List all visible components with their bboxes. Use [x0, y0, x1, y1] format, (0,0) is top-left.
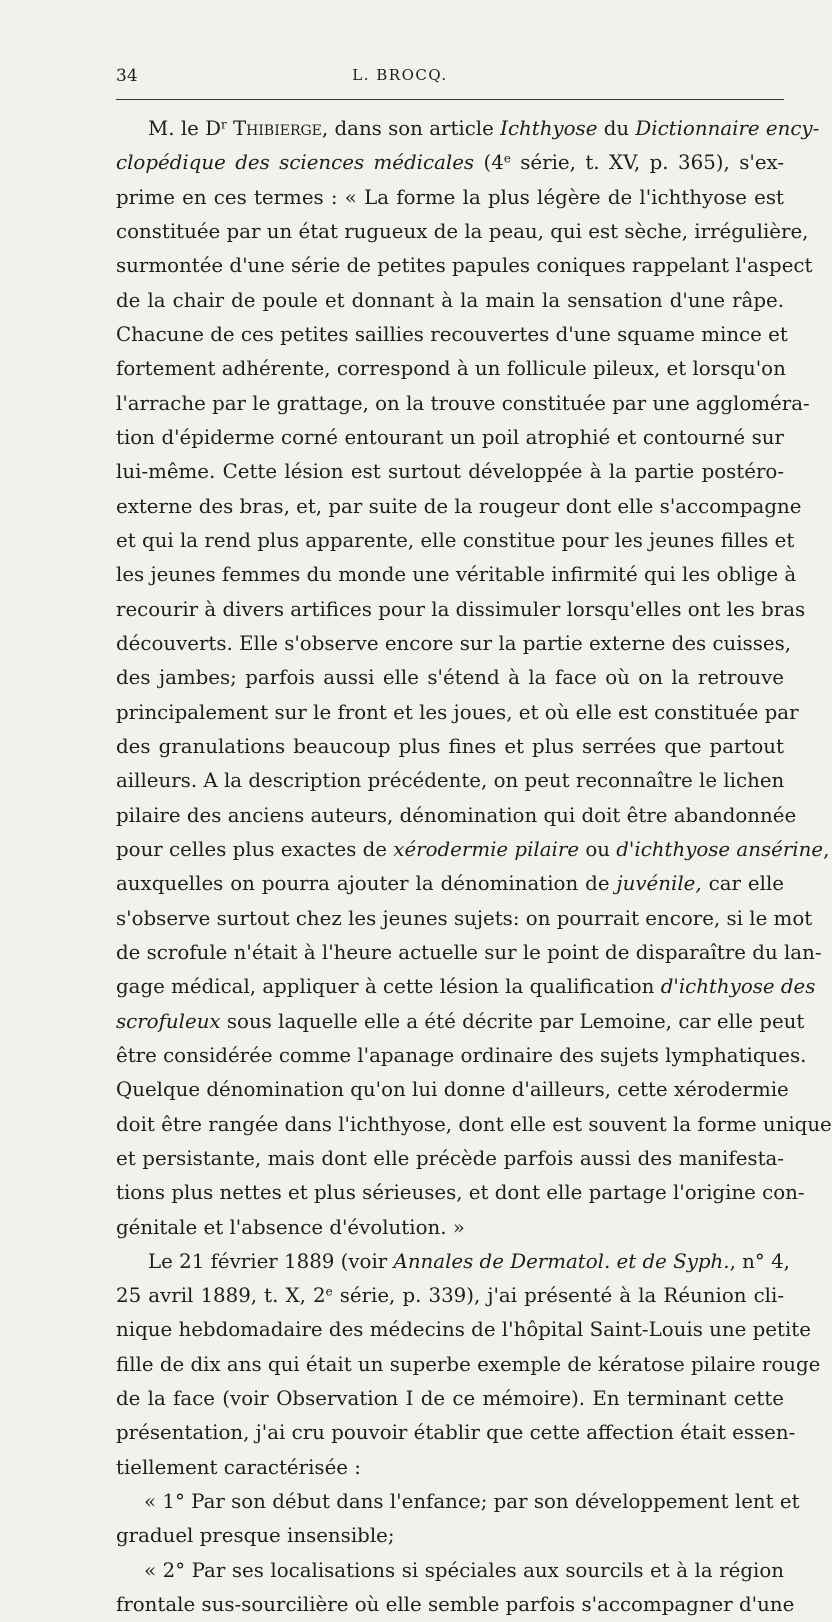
text-run: M. le D	[148, 117, 222, 140]
text-run: doit être rangée dans l'ichthyose, dont elle est souvent la forme unique	[116, 1112, 832, 1136]
text-run: , dans son article	[321, 117, 501, 140]
text-run: gage médical, appliquer à cette lésion la qualification	[116, 975, 661, 999]
text-line	[116, 1382, 784, 1416]
italic-text: Dictionnaire ency-	[635, 117, 820, 140]
text-line	[116, 1416, 796, 1450]
italic-text: xérodermie pilaire	[393, 837, 580, 861]
text-line	[116, 181, 784, 215]
text-run: Chacune de ces petites saillies recouvertes d'une squame mince et	[116, 322, 788, 346]
text-run: l'arrache par le grattage, on la trouve constituée par une aggloméra-	[116, 391, 810, 415]
text-line	[116, 1279, 784, 1313]
text-run: « 1° Par son début dans l'enfance; par son développement lent et	[144, 1490, 800, 1514]
text-line	[116, 902, 813, 936]
text-line	[116, 455, 784, 489]
text-run: de scrofule n'était à l'heure actuelle sur le point de disparaître du lan-	[116, 940, 822, 964]
text-line	[116, 1485, 800, 1519]
text-line	[116, 352, 784, 386]
superscript: e	[503, 151, 511, 166]
text-line	[116, 696, 799, 730]
text-line	[116, 1588, 795, 1622]
text-line	[116, 764, 784, 798]
superscript: r	[221, 117, 227, 132]
text-run: surmontée d'une série de petites papules coniques rappelant l'aspect	[116, 254, 813, 278]
header-rule	[116, 99, 784, 100]
text-run: de la face (voir Observation I de ce mémoire). En terminant cette	[116, 1387, 784, 1411]
text-line	[116, 112, 820, 146]
text-line	[116, 421, 784, 455]
text-line	[116, 799, 797, 833]
italic-text: clopédique des sciences médicales	[116, 151, 475, 175]
text-run: génitale et l'absence d'évolution. »	[116, 1215, 465, 1239]
text-line	[116, 1348, 821, 1382]
text-run: tion d'épiderme corné entourant un poil atrophié et contourné sur	[116, 425, 784, 449]
text-run: tiellement caractérisée :	[116, 1455, 361, 1479]
text-run: tions plus nettes et plus sérieuses, et dont elle partage l'origine con-	[116, 1181, 805, 1205]
text-line	[116, 1039, 807, 1073]
text-line	[116, 1176, 805, 1210]
text-run: présentation, j'ai cru pouvoir établir que cette affection était essen-	[116, 1421, 796, 1445]
text-run: Quelque dénomination qu'on lui donne d'ailleurs, cette xérodermie	[116, 1078, 789, 1102]
text-line	[116, 1073, 789, 1107]
italic-text: d'ichthyose ansérine	[616, 837, 824, 861]
text-line	[116, 1108, 832, 1142]
text-run: fortement adhérente, correspond à un follicule pileux, et lorsqu'on	[116, 357, 786, 381]
text-line	[116, 284, 784, 318]
page-number: 34	[116, 66, 138, 86]
text-line	[116, 970, 816, 1004]
text-line	[116, 490, 802, 524]
text-line	[116, 215, 809, 249]
text-line	[116, 318, 788, 352]
text-line	[116, 833, 830, 867]
text-run: ailleurs. A la description précédente, on peut reconnaître le lichen	[116, 769, 785, 793]
text-run: être considérée comme l'apanage ordinaire des sujets lymphatiques.	[116, 1043, 807, 1067]
text-run: fille de dix ans qui était un superbe exemple de kératose pilaire rouge	[116, 1352, 821, 1376]
italic-text: Ichthyose	[500, 117, 598, 140]
text-run: , n° 4,	[729, 1249, 790, 1273]
text-run: (4	[474, 151, 504, 175]
text-run: 25 avril 1889, t. X, 2	[116, 1284, 326, 1308]
text-line	[116, 1005, 805, 1039]
text-run: série, t. XV, p. 365), s'ex-	[510, 151, 785, 175]
text-run: et qui la rend plus apparente, elle constitue pour les jeunes filles et	[116, 528, 795, 552]
text-line	[116, 146, 784, 180]
italic-text: juvénile,	[616, 872, 702, 896]
text-line	[116, 1211, 784, 1245]
text-run: prime en ces termes : « La forme la plus légère de l'ichthyose est	[116, 185, 784, 209]
text-line	[116, 1519, 784, 1553]
text-run: du	[597, 117, 636, 140]
text-run: Le 21 février 1889 (voir	[148, 1249, 394, 1273]
text-run: auxquelles on pourra ajouter la dénomination de	[116, 872, 617, 896]
text-run: recourir à divers artifices pour la dissimuler lorsqu'elles ont les bras	[116, 597, 806, 621]
text-line	[116, 593, 806, 627]
superscript: e	[325, 1284, 333, 1299]
body-text	[116, 112, 832, 1622]
text-run: sous laquelle elle a été décrite par Lemoine, car elle peut	[220, 1009, 805, 1033]
text-line	[116, 867, 784, 901]
text-run: et persistante, mais dont elle précède parfois aussi des manifesta-	[116, 1146, 784, 1170]
text-run: série, p. 339), j'ai présenté à la Réunion cli-	[332, 1284, 785, 1308]
text-run: principalement sur le front et les joues, et où elle est constituée par	[116, 700, 799, 724]
text-line	[116, 387, 810, 421]
text-line	[116, 558, 797, 592]
italic-text: scrofuleux	[116, 1009, 221, 1033]
text-line	[116, 1451, 784, 1485]
text-run: externe des bras, et, par suite de la rougeur dont elle s'accompagne	[116, 494, 802, 518]
text-run: constituée par un état rugueux de la peau, qui est sèche, irrégulière,	[116, 219, 809, 243]
italic-text: d'ichthyose des	[660, 975, 816, 999]
text-run: graduel presque insensible;	[116, 1524, 395, 1548]
text-run: pour celles plus exactes de	[116, 837, 394, 861]
text-run: pilaire des anciens auteurs, dénomination qui doit être abandonnée	[116, 803, 797, 827]
text-line	[116, 936, 822, 970]
running-title: L. BROCQ.	[352, 66, 448, 84]
text-run: car elle	[701, 872, 784, 896]
text-run: ,	[823, 837, 830, 861]
text-line	[116, 730, 784, 764]
italic-text: Annales de Dermatol. et de Syph.	[393, 1249, 730, 1273]
text-run: de la chair de poule et donnant à la main la sensation d'une râpe.	[116, 288, 784, 312]
text-run: lui-même. Cette lésion est surtout développée à la partie postéro-	[116, 460, 784, 484]
text-run: les jeunes femmes du monde une véritable infirmité qui les oblige à	[116, 563, 797, 587]
text-run: des jambes; parfois aussi elle s'étend à la face où on la retrouve	[116, 666, 784, 690]
text-line	[116, 661, 784, 695]
text-run: ou	[579, 837, 617, 861]
text-line	[116, 249, 813, 283]
text-line	[116, 1313, 811, 1347]
text-run: « 2° Par ses localisations si spéciales aux sourcils et à la région	[144, 1558, 784, 1582]
small-caps-name: Thibierge	[232, 117, 322, 140]
text-run: frontale sus-sourcilière où elle semble parfois s'accompagner d'une	[116, 1593, 795, 1617]
text-line	[116, 1142, 784, 1176]
text-run: des granulations beaucoup plus fines et plus serrées que partout	[116, 734, 784, 758]
text-line	[116, 1554, 784, 1588]
text-run: nique hebdomadaire des médecins de l'hôpital Saint-Louis une petite	[116, 1318, 811, 1342]
text-run: découverts. Elle s'observe encore sur la partie externe des cuisses,	[116, 631, 792, 655]
text-line	[116, 1245, 790, 1279]
text-run: s'observe surtout chez les jeunes sujets: on pourrait encore, si le mot	[116, 906, 813, 930]
text-line	[116, 524, 795, 558]
text-line	[116, 627, 792, 661]
